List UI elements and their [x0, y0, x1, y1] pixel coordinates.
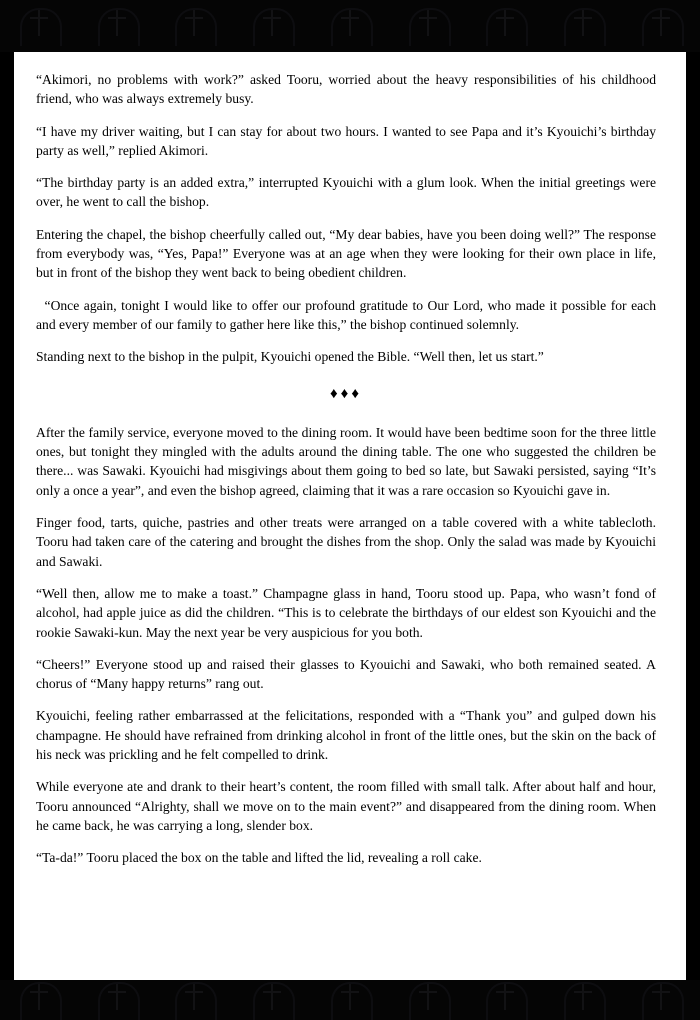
story-text-body [36, 70, 656, 868]
gothic-arch-cross-ornament-icon [171, 6, 217, 46]
paragraph: Kyouichi, feeling rather embarrassed at the felicitations, responded with a “Thank you” and gulped down his champagne. He should have refrained from drinking alcohol in front of the little ones, but the skin on the back of his neck was prickling and he felt compelled to drink. [36, 708, 656, 763]
gothic-arch-cross-ornament-icon [638, 980, 684, 1020]
gothic-arch-cross-ornament-icon [171, 980, 217, 1020]
gothic-arch-cross-ornament-icon [482, 6, 528, 46]
bottom-ornament-row [0, 980, 700, 1020]
bottom-ornament-band [0, 980, 700, 1020]
gothic-arch-cross-ornament-icon [16, 980, 62, 1020]
gothic-arch-cross-ornament-icon [94, 980, 140, 1020]
paragraph: “Once again, tonight I would like to offer our profound gratitude to Our Lord, who made it possible for each and every member of our family to gather here like this,” the bishop continued solemnly. [36, 297, 656, 332]
top-ornament-row [0, 0, 700, 52]
paragraph: “Akimori, no problems with work?” asked Tooru, worried about the heavy responsibilities of his childhood friend, who was always extremely busy. [36, 72, 656, 107]
paragraph: Entering the chapel, the bishop cheerfully called out, “My dear babies, have you been doing well?” The response from everybody was, “Yes, Papa!” Everyone was at an age when they were looking for their own place in life, but in front of the bishop they went back to being obedient children. [36, 226, 656, 281]
gothic-arch-cross-ornament-icon [560, 6, 606, 46]
paragraph: While everyone ate and drank to their heart’s content, the room filled with small talk. After about half and hour, Tooru announced “Alrighty, shall we move on to the main event?” and disappeared from the dining room. When he came back, he was carrying a long, slender box. [36, 779, 656, 833]
gothic-arch-cross-ornament-icon [94, 6, 140, 46]
gothic-arch-cross-ornament-icon [249, 980, 295, 1020]
paragraph: “Well then, allow me to make a toast.” Champagne glass in hand, Tooru stood up. Papa, who wasn’t fond of alcohol, had apple juice as did the children. “This is to celebrate the birthdays of our eldest son Kyouichi and the rookie Sawaki-kun. May the next year be very auspicious for you both. [36, 585, 656, 640]
paragraph: “The birthday party is an added extra,” interrupted Kyouichi with a glum look. When the initial greetings were over, he went to call the bishop. [36, 175, 656, 210]
top-ornament-band [0, 0, 700, 52]
paragraph: “I have my driver waiting, but I can stay for about two hours. I wanted to see Papa and it’s Kyouichi’s birthday party as well,” replied Akimori. [36, 123, 656, 158]
gothic-arch-cross-ornament-icon [327, 980, 373, 1020]
gothic-arch-cross-ornament-icon [482, 980, 528, 1020]
section-divider: ♦♦♦ [330, 385, 362, 402]
gothic-arch-cross-ornament-icon [560, 980, 606, 1020]
gothic-arch-cross-ornament-icon [405, 6, 451, 46]
gothic-arch-cross-ornament-icon [16, 6, 62, 46]
paragraph: “Ta-da!” Tooru placed the box on the table and lifted the lid, revealing a roll cake. [36, 850, 482, 866]
paragraph: Standing next to the bishop in the pulpit, Kyouichi opened the Bible. “Well then, let us start.” [36, 349, 544, 365]
gothic-arch-cross-ornament-icon [327, 6, 373, 46]
gothic-arch-cross-ornament-icon [638, 6, 684, 46]
paragraph: Finger food, tarts, quiche, pastries and other treats were arranged on a table covered with a white tablecloth. Tooru had taken care of the catering and brought the dishes from the shop. Only the salad was made by Kyouichi and Sawaki. [36, 515, 656, 569]
gothic-arch-cross-ornament-icon [405, 980, 451, 1020]
paragraph: After the family service, everyone moved to the dining room. It would have been bedtime soon for the three little ones, but tonight they mingled with the adults around the dining table. The one who suggested the children be there... was Sawaki. Kyouichi had misgivings about them going to bed so late, but Sawaki persisted, saying “It’s only a once a year”, and even the bishop agreed, claiming that it was a rare occasion so Kyouichi gave in. [36, 424, 656, 498]
paragraph: “Cheers!” Everyone stood up and raised their glasses to Kyouichi and Sawaki, who both remained seated. A chorus of “Many happy returns” rang out. [36, 656, 656, 692]
gothic-arch-cross-ornament-icon [249, 6, 295, 46]
